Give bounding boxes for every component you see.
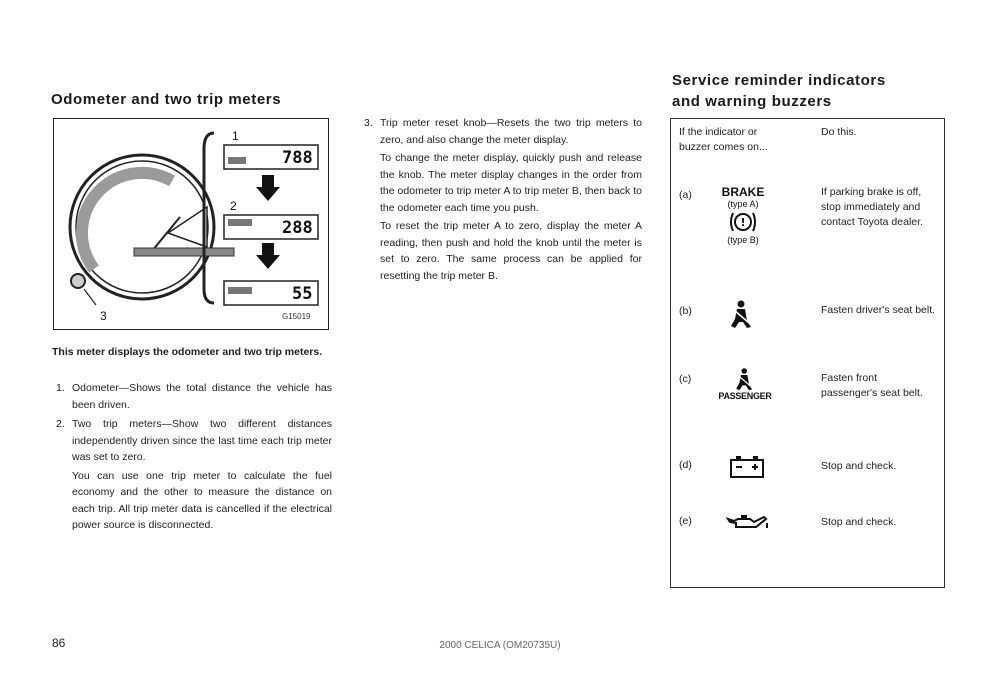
title-line-1: Service reminder indicators bbox=[672, 72, 886, 89]
display-3-value: 55 bbox=[292, 284, 313, 304]
figure-marker-1: 1 bbox=[232, 129, 239, 143]
title-line-2: and warning buzzers bbox=[672, 93, 832, 110]
seatbelt-icon bbox=[729, 299, 755, 329]
indicator-table bbox=[670, 118, 945, 588]
figure-marker-3: 3 bbox=[100, 309, 107, 323]
passenger-seatbelt-indicator bbox=[707, 367, 783, 401]
passenger-text-icon: PASSENGER bbox=[718, 391, 772, 401]
figure-marker-2: 2 bbox=[230, 199, 237, 213]
list-item bbox=[52, 380, 332, 413]
brake-warning-icon bbox=[728, 209, 758, 235]
figure-caption: This meter displays the odometer and two trip meters. bbox=[52, 346, 323, 358]
display-2-value: 288 bbox=[282, 218, 313, 238]
row-action-d: Stop and check. bbox=[821, 460, 897, 472]
row-key-d: (d) bbox=[679, 459, 692, 471]
meter-figure bbox=[53, 118, 329, 330]
table-header-indicator: If the indicator or buzzer comes on... bbox=[679, 126, 768, 153]
list-item bbox=[52, 416, 332, 466]
battery-icon bbox=[729, 455, 765, 479]
display-1-value: 788 bbox=[282, 148, 313, 168]
row-action-b: Fasten driver's seat belt. bbox=[821, 304, 936, 316]
figure-code: G15019 bbox=[282, 312, 311, 321]
brake-text-icon: BRAKE bbox=[721, 185, 765, 199]
svg-text:!: ! bbox=[740, 216, 746, 229]
section-title-odometer: Odometer and two trip meters bbox=[51, 91, 282, 108]
row-key-c: (c) bbox=[679, 373, 692, 385]
row-key-b: (b) bbox=[679, 305, 692, 317]
row-key-a: (a) bbox=[679, 189, 692, 201]
row-action-a: If parking brake is off, stop immediately and contact Toyota dealer. bbox=[821, 186, 923, 228]
driver-seatbelt-indicator bbox=[727, 299, 757, 329]
paragraph-reset-trip: To reset the trip meter A to zero, display the meter A reading, then push and hold the knob until the meter is set to zero. The same process can be applied for resetting the trip meter B. bbox=[380, 220, 642, 282]
list-item bbox=[360, 115, 642, 148]
row-key-e: (e) bbox=[679, 515, 692, 527]
list-item-number: 3. bbox=[364, 117, 373, 129]
brake-type-a-label: (type A) bbox=[727, 199, 759, 209]
list-item-text: Odometer—Shows the total distance the vehicle has been driven. bbox=[72, 382, 332, 411]
list-item-number: 1. bbox=[56, 382, 65, 394]
table-header-action: Do this. bbox=[821, 126, 857, 138]
brake-indicator bbox=[715, 185, 771, 245]
row-action-e: Stop and check. bbox=[821, 516, 897, 528]
list-item-text: Two trip meters—Show two different distances independently driven since the last time each trip meter was set to zero. bbox=[72, 418, 332, 463]
numbered-list bbox=[52, 380, 332, 534]
charging-indicator bbox=[727, 455, 767, 479]
list-item-text: Trip meter reset knob—Resets the two trip meters to zero, and also change the meter display. bbox=[380, 117, 642, 146]
list-item-paragraph: You can use one trip meter to calculate the fuel economy and the other to measure the distance on each trip. All trip meter data is cancelled if the electrical power source is disconnected. bbox=[72, 469, 332, 531]
section-title-service-reminder bbox=[672, 70, 886, 112]
row-action-c: Fasten front passenger's seat belt. bbox=[821, 372, 923, 399]
oil-pressure-indicator bbox=[723, 511, 771, 533]
page-number: 86 bbox=[52, 636, 66, 650]
brake-type-b-label: (type B) bbox=[727, 235, 759, 245]
footer-text: 2000 CELICA (OM20735U) bbox=[439, 640, 561, 651]
passenger-seatbelt-icon bbox=[734, 367, 756, 391]
list-item-number: 2. bbox=[56, 418, 65, 430]
paragraph-change-display: To change the meter display, quickly push and release the knob. The meter display changes in the order from the odometer to trip meter A to trip meter B, then back to the odometer each time you push. bbox=[380, 152, 642, 214]
middle-column bbox=[360, 115, 642, 284]
oil-can-icon bbox=[724, 511, 770, 533]
